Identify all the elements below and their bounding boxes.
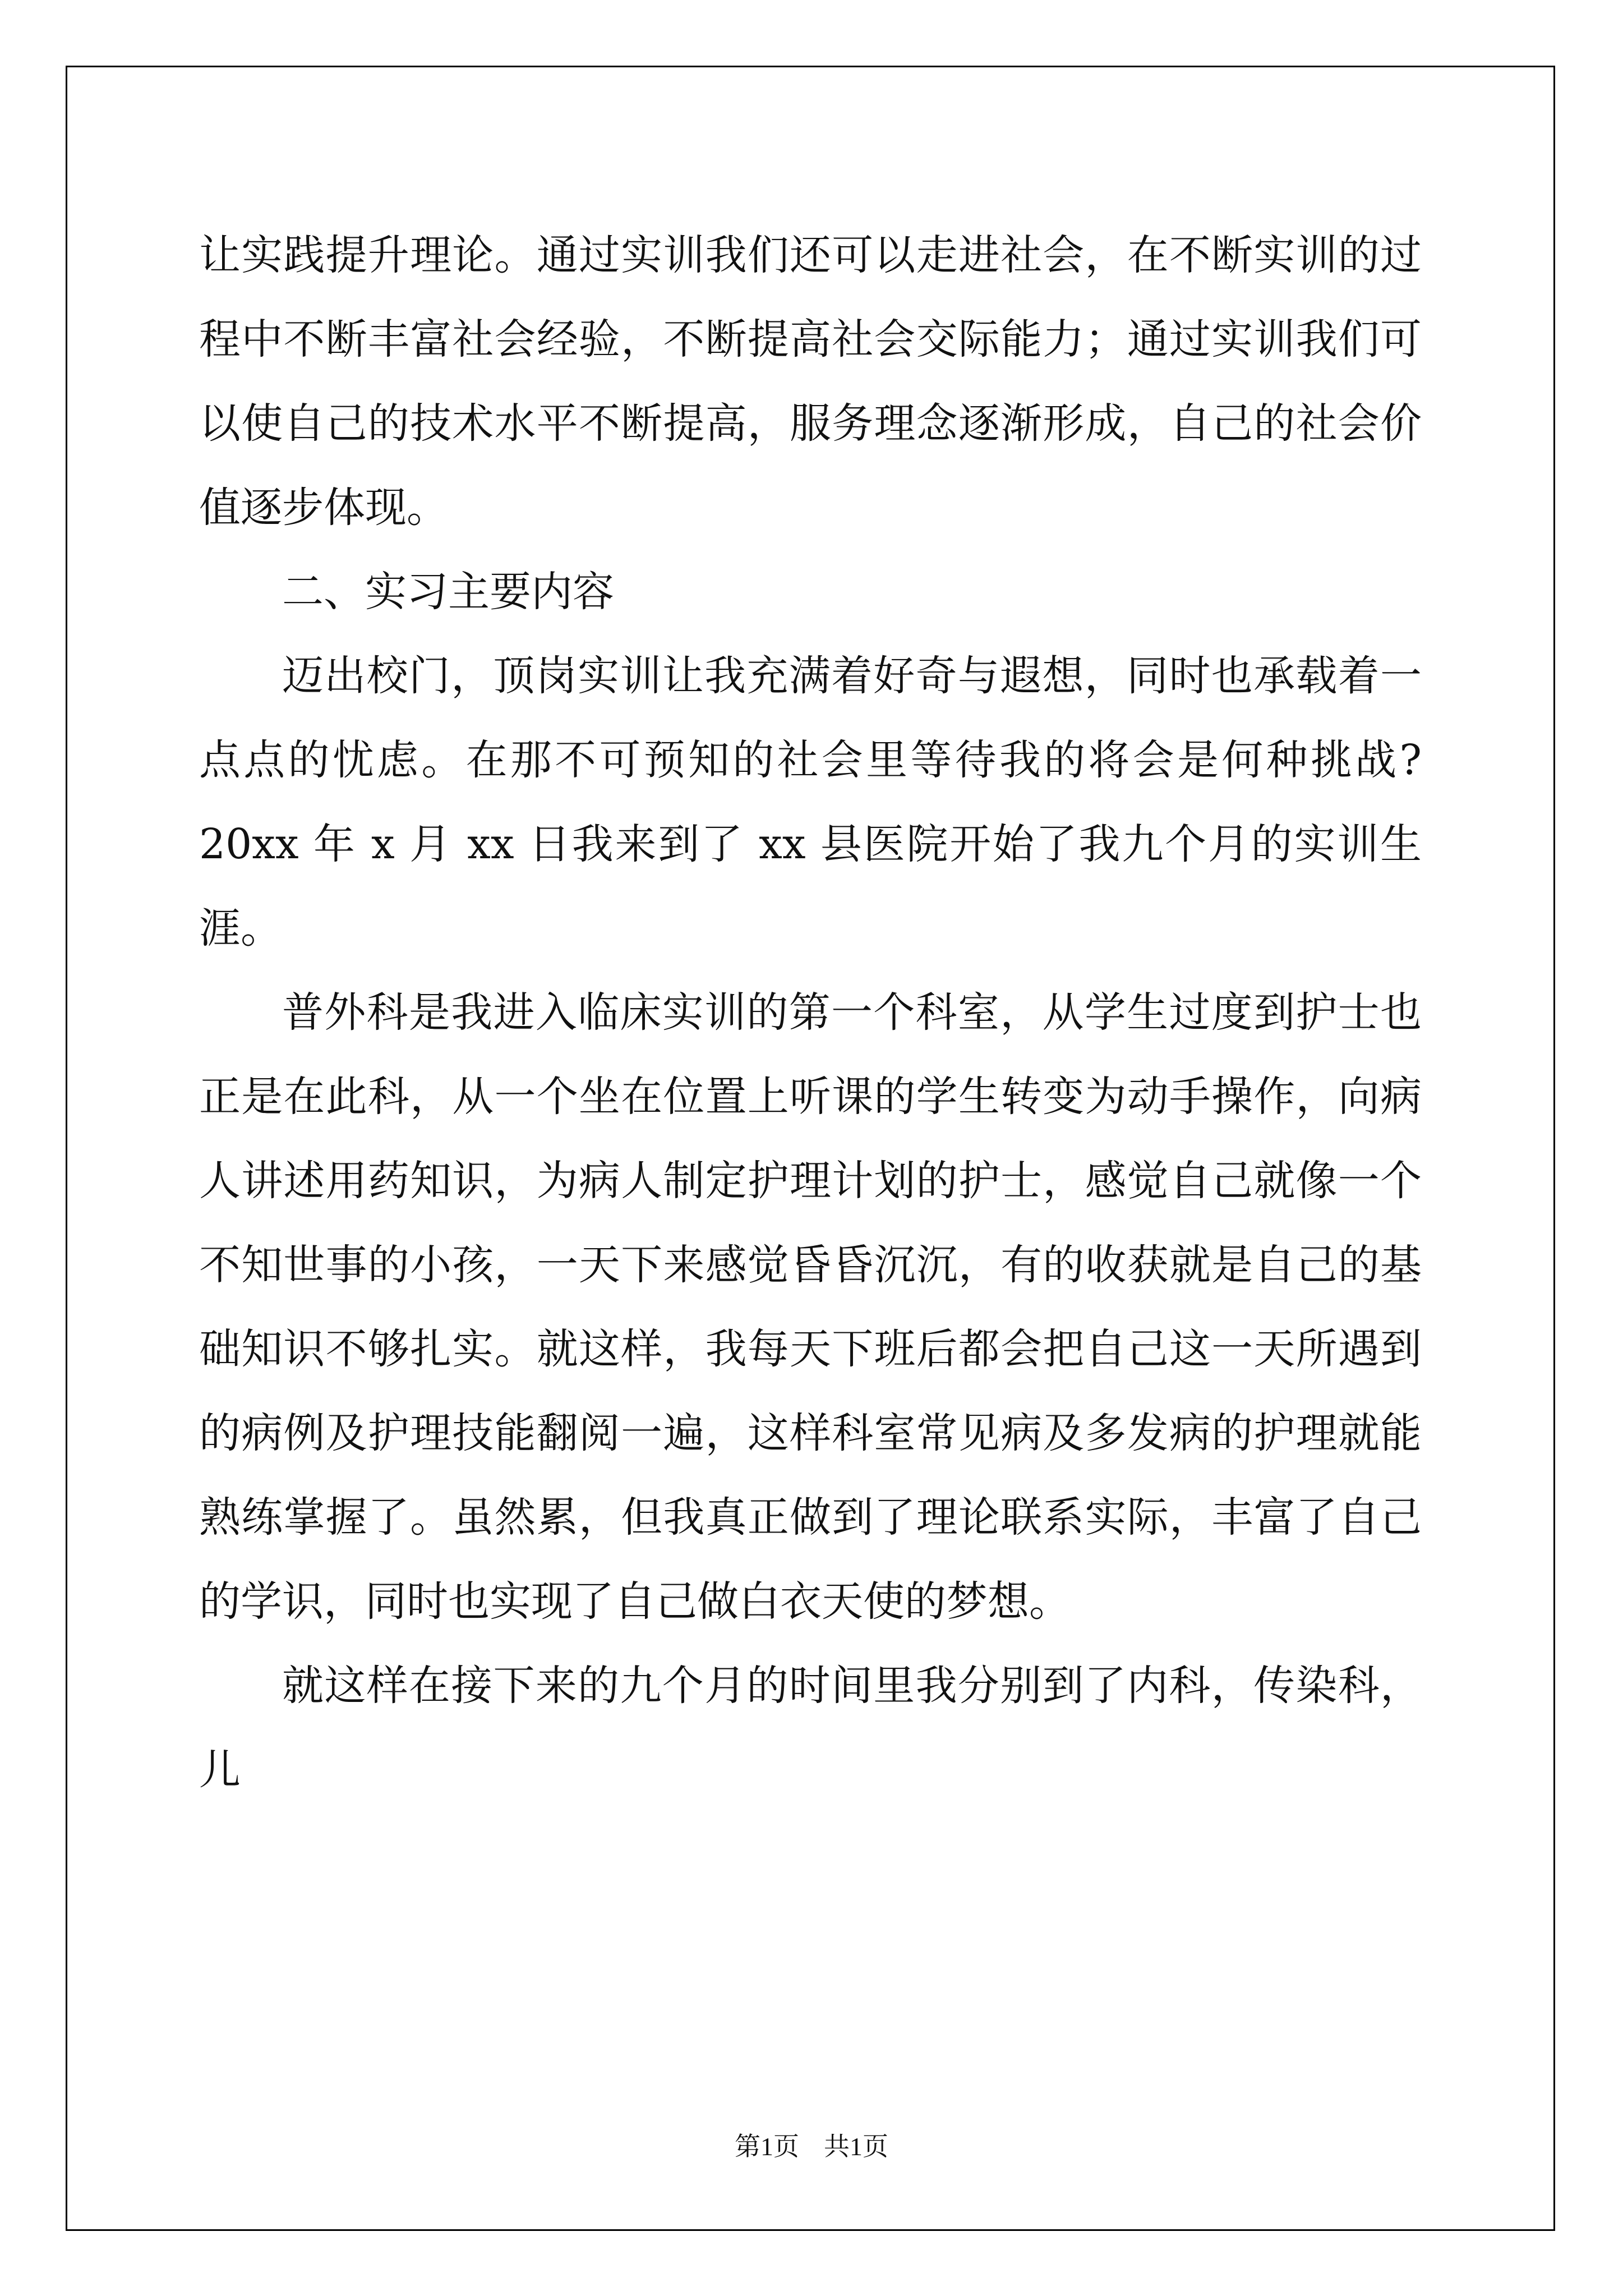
paragraph-2: 迈出校门，顶岗实训让我充满着好奇与遐想，同时也承载着一点点的忧虑。在那不可预知的社会里等待我的将会是何种挑战?20xx 年 x 月 xx 日我来到了 xx 县医院开始了我九个月的实训生涯。 xyxy=(199,652,1422,953)
paragraph-3: 普外科是我进入临床实训的第一个科室，从学生过度到护士也正是在此科，从一个坐在位置上听课的学生转变为动手操作，向病人讲述用药知识，为病人制定护理计划的护士，感觉自己就像一个不知世事的小孩，一天下来感觉昏昏沉沉，有的收获就是自己的基础知识不够扎实。就这样，我每天下班后都会把自己这一天所遇到的病例及护理技能翻阅一遍，这样科室常见病及多发病的护理就能熟练掌握了。虽然累，但我真正做到了理论联系实际，丰富了自己的学识，同时也实现了自己做白衣天使的梦想。 xyxy=(199,988,1422,1626)
page-number-current: 第1页 xyxy=(735,2132,799,2161)
section-heading: 二、实习主要内容 xyxy=(282,568,614,616)
page-footer xyxy=(0,2126,1623,2163)
page-number-total: 共1页 xyxy=(824,2132,888,2161)
document-body xyxy=(199,213,1422,1812)
paragraph-4: 就这样在接下来的九个月的时间里我分别到了内科，传染科，儿 xyxy=(199,1662,1422,1794)
paragraph-1: 让实践提升理论。通过实训我们还可以走进社会，在不断实训的过程中不断丰富社会经验，不断提高社会交际能力；通过实训我们可以使自己的技术水平不断提高，服务理念逐渐形成，自己的社会价值逐步体现。 xyxy=(199,231,1422,532)
